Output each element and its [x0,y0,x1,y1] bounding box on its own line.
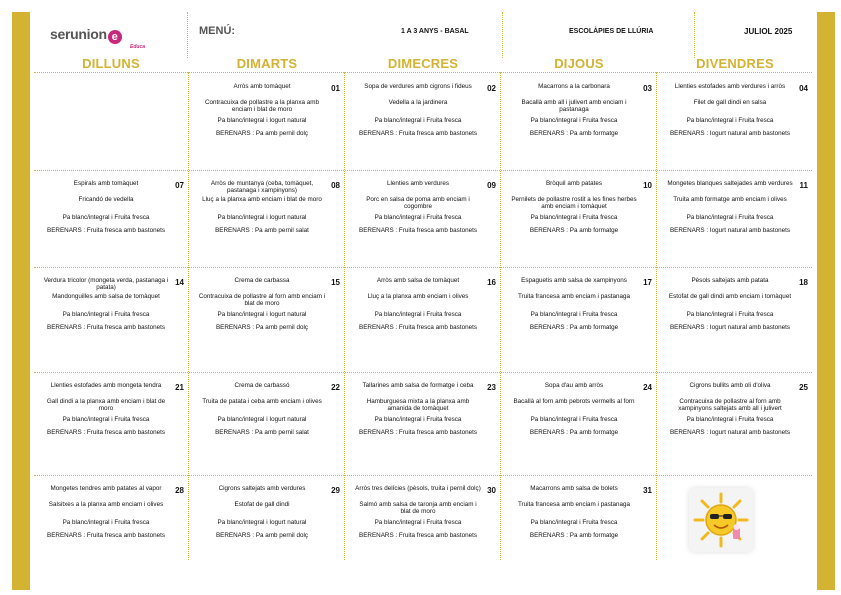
day-header-divendres: DIVENDRES [696,56,774,71]
day-number: 15 [331,278,340,287]
day-cell-28 [36,477,188,575]
afternoon-snack: BERENARS : Fruita fresca amb bastonets [47,227,165,234]
day-cell-17 [504,269,656,367]
bread-and-dessert: Pa blanc/integral i Fruita fresca [374,117,462,124]
first-course: Cigrons bullits amb oli d'oliva [689,382,771,389]
day-cell-11 [660,172,812,270]
bread-and-dessert: Pa blanc/integral i Fruita fresca [530,416,618,423]
first-course: Pèsols saltejats amb patata [691,277,769,284]
day-number: 28 [175,486,184,495]
first-course: Arròs tres delícies (pèsols, truita i pernil dolç) [355,485,481,492]
day-cell-21 [36,374,188,472]
second-course: Contracuixa de pollastre al forn amb enciam i blat de moro [198,293,326,308]
first-course: Macarrons a la carbonara [538,83,610,90]
column-divider [656,72,657,560]
afternoon-snack: BERENARS : Pa amb pernil salat [215,227,309,234]
afternoon-snack: BERENARS : Fruita fresca amb bastonets [359,130,477,137]
day-header-dimecres: DIMECRES [387,56,459,71]
day-cell-22 [192,374,344,472]
first-course: Sopa d'au amb arròs [544,382,604,389]
second-course: Estofat de gall dindi amb enciam i tomàquet [668,293,792,300]
first-course: Mongetes blanques saltejades amb verdures [667,180,793,187]
second-course: Porc en salsa de poma amb enciam i cogombre [366,196,470,211]
group-label: 1 A 3 ANYS - BASAL [401,28,469,35]
day-number: 04 [799,84,808,93]
afternoon-snack: BERENARS : Fruita fresca amb bastonets [359,532,477,539]
day-header-dilluns: DILLUNS [82,56,140,71]
first-course: Verdura tricolor (mongeta verda, pastanaga i patata) [43,277,169,292]
second-course: Estofat de gall dindi [234,501,290,508]
second-course: Filet de gall dindi en salsa [693,99,767,106]
first-course: Espaguetis amb salsa de xampinyons [521,277,627,284]
menu-label: MENÚ: [199,25,236,37]
second-course: Mandonguilles amb salsa de tomàquet [52,293,160,300]
first-course: Espirals amb tomàquet [73,180,139,187]
column-divider [344,72,345,560]
logo-mark-icon: e [108,30,122,44]
right-accent-bar [817,12,835,590]
afternoon-snack: BERENARS : Iogurt natural amb bastonets [669,429,791,436]
header-divider [187,12,188,58]
day-number: 10 [643,181,652,190]
day-cell-02 [348,75,500,173]
afternoon-snack: BERENARS : Iogurt natural amb bastonets [669,227,791,234]
second-course: Pernilets de pollastre rostit a les fines herbes amb enciam i tomàquet [511,196,637,211]
first-course: Llenties amb verdures [387,180,449,187]
first-course: Crema de carbassa [234,277,290,284]
afternoon-snack: BERENARS : Fruita fresca amb bastonets [47,532,165,539]
bread-and-dessert: Pa blanc/integral i Iogurt natural [217,117,307,124]
bread-and-dessert: Pa blanc/integral i Fruita fresca [686,214,774,221]
first-course: Arròs de muntanya (ceba, tomàquet, pastanaga i xampinyons) [210,180,314,195]
bread-and-dessert: Pa blanc/integral i Fruita fresca [62,311,150,318]
bread-and-dessert: Pa blanc/integral i Fruita fresca [530,519,618,526]
second-course: Bacallà al forn amb pebrots vermells al forn [513,398,635,405]
second-course: Fricandó de vedella [78,196,134,203]
first-course: Arròs amb tomàquet [233,83,291,90]
day-number: 21 [175,383,184,392]
day-number: 14 [175,278,184,287]
day-header-dimarts: DIMARTS [236,56,298,71]
day-cell-25 [660,374,812,472]
afternoon-snack: BERENARS : Iogurt natural amb bastonets [669,130,791,137]
afternoon-snack: BERENARS : Fruita fresca amb bastonets [359,324,477,331]
day-number: 02 [487,84,496,93]
afternoon-snack: BERENARS : Pa amb pernil dolç [215,324,309,331]
day-cell-07 [36,172,188,270]
second-course: Bacallà amb all i julivert amb enciam i pastanaga [521,99,627,114]
day-number: 03 [643,84,652,93]
day-cell-14 [36,269,188,367]
afternoon-snack: BERENARS : Pa amb pernil salat [215,429,309,436]
sun-mascot-icon [689,488,753,552]
bread-and-dessert: Pa blanc/integral i Fruita fresca [686,117,774,124]
day-cell-24 [504,374,656,472]
first-course: Mongetes tendres amb patates al vapor [50,485,162,492]
second-course: Lluç a la planxa amb enciam i olives [367,293,469,300]
day-number: 09 [487,181,496,190]
day-cell-30 [348,477,500,575]
afternoon-snack: BERENARS : Pa amb formatge [529,227,619,234]
bread-and-dessert: Pa blanc/integral i Fruita fresca [530,214,618,221]
first-course: Cigrons saltejats amb verdures [218,485,306,492]
bread-and-dessert: Pa blanc/integral i Fruita fresca [62,416,150,423]
bread-and-dessert: Pa blanc/integral i Iogurt natural [217,519,307,526]
day-cell-09 [348,172,500,270]
second-course: Salsitxes a la planxa amb enciam i olives [48,501,164,508]
second-course: Truita francesa amb enciam i pastanaga [517,293,631,300]
afternoon-snack: BERENARS : Pa amb pernil dolç [215,130,309,137]
day-number: 08 [331,181,340,190]
bread-and-dessert: Pa blanc/integral i Fruita fresca [530,311,618,318]
afternoon-snack: BERENARS : Pa amb formatge [529,429,619,436]
first-course: Llenties estofades amb verdures i arròs [674,83,786,90]
bread-and-dessert: Pa blanc/integral i Fruita fresca [530,117,618,124]
afternoon-snack: BERENARS : Fruita fresca amb bastonets [47,324,165,331]
second-course: Hamburguesa mixta a la planxa amb amanida de tomàquet [366,398,470,413]
afternoon-snack: BERENARS : Fruita fresca amb bastonets [359,227,477,234]
day-cell-04 [660,75,812,173]
bread-and-dessert: Pa blanc/integral i Fruita fresca [62,214,150,221]
first-course: Sopa de verdures amb cigrons i fideus [364,83,472,90]
first-course: Bròquil amb patates [545,180,602,187]
header-divider [502,12,503,58]
bread-and-dessert: Pa blanc/integral i Fruita fresca [686,311,774,318]
day-number: 24 [643,383,652,392]
day-cell-01 [192,75,344,173]
day-cell-29 [192,477,344,575]
serunion-logo: serunion e [50,26,122,44]
afternoon-snack: BERENARS : Pa amb formatge [529,532,619,539]
first-course: Arròs amb salsa de tomàquet [376,277,460,284]
day-number: 16 [487,278,496,287]
day-number: 22 [331,383,340,392]
column-divider [500,72,501,560]
afternoon-snack: BERENARS : Pa amb formatge [529,324,619,331]
second-course: Vedella a la jardinera [388,99,448,106]
first-course: Tallarines amb salsa de formatge i ceba [362,382,474,389]
bread-and-dessert: Pa blanc/integral i Iogurt natural [217,214,307,221]
bread-and-dessert: Pa blanc/integral i Iogurt natural [217,311,307,318]
month-label: JULIOL 2025 [744,27,793,36]
logo-subtitle: Educa [130,44,146,50]
day-header-dijous: DIJOUS [554,56,604,71]
afternoon-snack: BERENARS : Iogurt natural amb bastonets [669,324,791,331]
second-course: Truita de patata i ceba amb enciam i olives [202,398,322,405]
row-divider [34,475,812,476]
row-divider [34,72,812,73]
bread-and-dessert: Pa blanc/integral i Fruita fresca [62,519,150,526]
second-course: Truita amb formatge amb enciam i olives [673,196,787,203]
bread-and-dessert: Pa blanc/integral i Fruita fresca [374,519,462,526]
first-course: Crema de carbassó [234,382,290,389]
day-number: 30 [487,486,496,495]
afternoon-snack: BERENARS : Pa amb pernil dolç [215,532,309,539]
school-label: ESCOLÀPIES DE LLÚRIA [569,28,654,35]
day-number: 18 [799,278,808,287]
menu-header [34,12,812,50]
day-cell-08 [192,172,344,270]
first-course: Llenties estofades amb mongeta tendra [50,382,162,389]
day-cell-16 [348,269,500,367]
day-cell-18 [660,269,812,367]
day-number: 11 [799,181,808,190]
row-divider [34,372,812,373]
second-course: Contracuixa de pollastre al forn amb xampinyons saltejats amb all i julivert [678,398,782,413]
bread-and-dessert: Pa blanc/integral i Iogurt natural [217,416,307,423]
second-course: Lluç a la planxa amb enciam i blat de moro [202,196,322,203]
day-number: 07 [175,181,184,190]
header-divider [694,12,695,58]
second-course: Truita francesa amb enciam i pastanaga [517,501,631,508]
day-number: 17 [643,278,652,287]
bread-and-dessert: Pa blanc/integral i Fruita fresca [374,311,462,318]
day-number: 25 [799,383,808,392]
afternoon-snack: BERENARS : Fruita fresca amb bastonets [359,429,477,436]
day-number: 31 [643,486,652,495]
bread-and-dessert: Pa blanc/integral i Fruita fresca [374,416,462,423]
column-divider [188,72,189,560]
day-number: 01 [331,84,340,93]
day-cell-23 [348,374,500,472]
day-cell-15 [192,269,344,367]
day-cell-03 [504,75,656,173]
day-cell-10 [504,172,656,270]
day-number: 23 [487,383,496,392]
second-course: Contracuixa de pollastre a la planxa amb enciam i blat de moro [204,99,320,114]
day-cell-31 [504,477,656,575]
first-course: Macarrons amb salsa de bolets [530,485,618,492]
afternoon-snack: BERENARS : Fruita fresca amb bastonets [47,429,165,436]
day-number: 29 [331,486,340,495]
second-course: Gall dindi a la planxa amb enciam i blat de moro [46,398,166,413]
bread-and-dessert: Pa blanc/integral i Fruita fresca [686,416,774,423]
second-course: Salmó amb salsa de taronja amb enciam i blat de moro [359,501,477,516]
bread-and-dessert: Pa blanc/integral i Fruita fresca [374,214,462,221]
left-accent-bar [12,12,30,590]
afternoon-snack: BERENARS : Pa amb formatge [529,130,619,137]
